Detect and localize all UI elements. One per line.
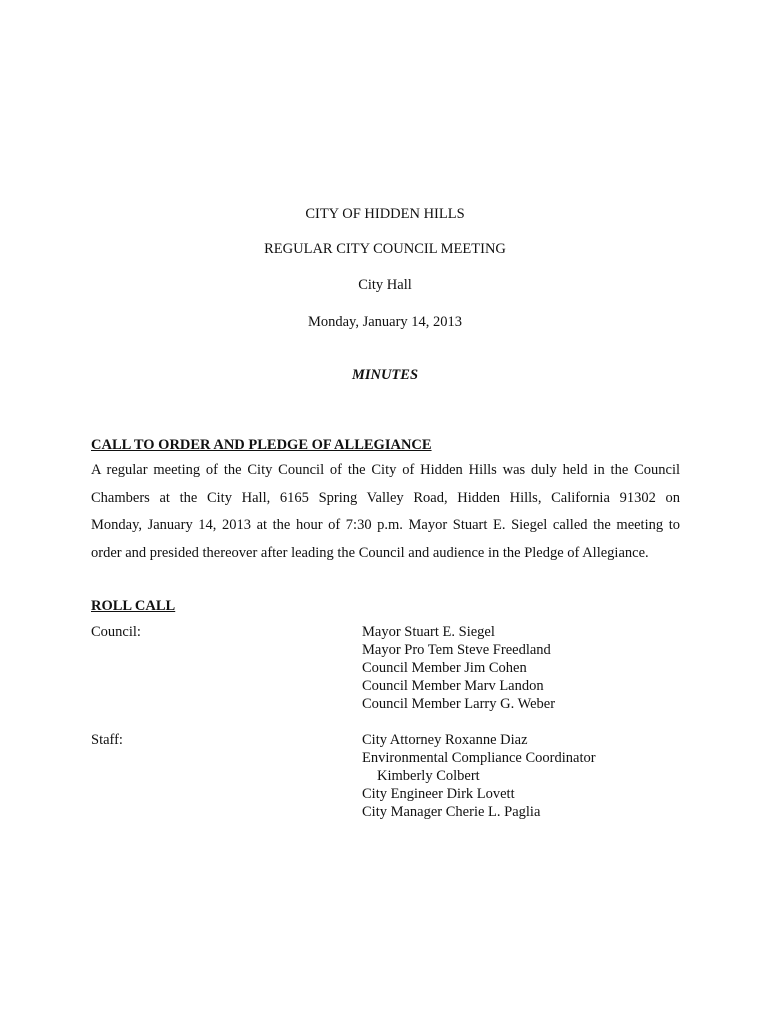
- council-members-list: [362, 623, 555, 713]
- staff-members-list: [362, 731, 596, 821]
- staff-member: City Attorney Roxanne Diaz: [362, 732, 528, 748]
- paragraph-line: order and presided thereover after leading the Council and audience in the Pledge of Allegiance.: [91, 544, 649, 561]
- council-member: Council Member Larry G. Weber: [362, 696, 556, 712]
- paragraph-line: Monday, January 14, 2013 at the hour of 7:30 p.m. Mayor Stuart E. Siegel called the meeting to: [91, 517, 680, 533]
- staff-member: City Engineer Dirk Lovett: [362, 786, 515, 802]
- meeting-location: City Hall: [358, 277, 412, 293]
- paragraph-line: Chambers at the City Hall, 6165 Spring Valley Road, Hidden Hills, California 91302 on: [91, 489, 680, 506]
- staff-member: Environmental Compliance Coordinator: [362, 750, 596, 766]
- call-to-order-heading: CALL TO ORDER AND PLEDGE OF ALLEGIANCE: [91, 437, 432, 453]
- staff-member: City Manager Cherie L. Paglia: [362, 804, 541, 820]
- document-type: MINUTES: [351, 367, 419, 383]
- roll-call-heading: ROLL CALL: [91, 598, 176, 614]
- council-member: Council Member Jim Cohen: [362, 660, 527, 676]
- paragraph-line: A regular meeting of the City Council of the City of Hidden Hills was duly held in the Council: [91, 462, 680, 478]
- council-member: Mayor Pro Tem Steve Freedland: [362, 642, 551, 658]
- staff-member: Kimberly Colbert: [377, 768, 480, 784]
- meeting-title: REGULAR CITY COUNCIL MEETING: [264, 241, 506, 257]
- council-member: Mayor Stuart E. Siegel: [362, 624, 495, 640]
- city-name: CITY OF HIDDEN HILLS: [305, 206, 465, 222]
- meeting-date: Monday, January 14, 2013: [307, 314, 463, 330]
- call-to-order-paragraph: [91, 457, 680, 567]
- council-member: Council Member Marv Landon: [362, 678, 544, 694]
- council-label: Council:: [91, 624, 141, 640]
- staff-label: Staff:: [91, 732, 123, 748]
